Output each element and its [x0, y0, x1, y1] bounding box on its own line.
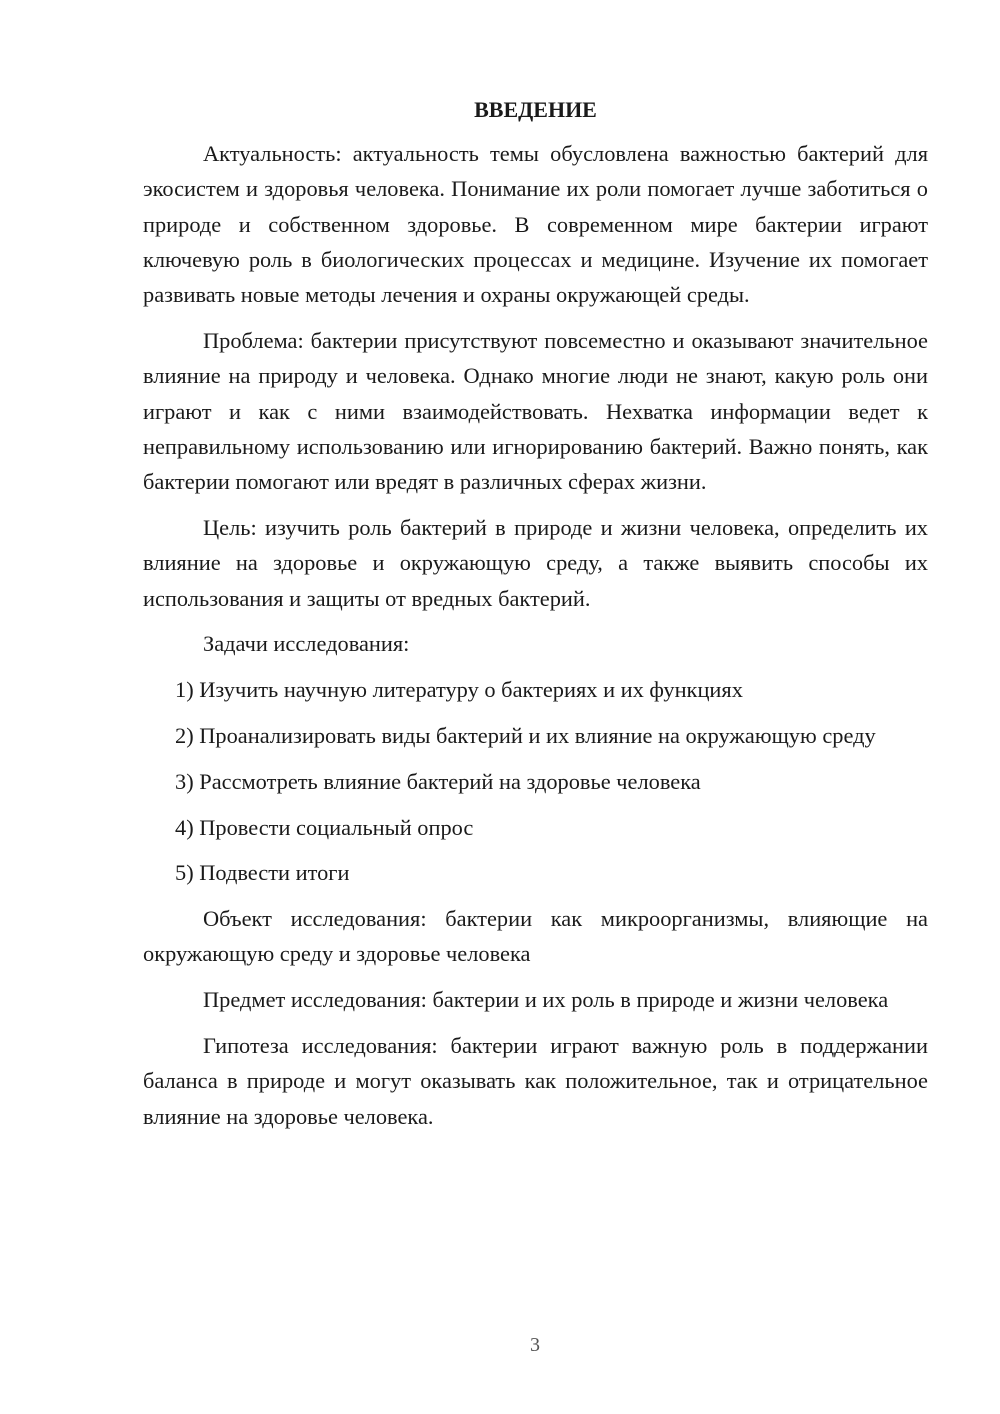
- task-item: 5) Подвести итоги: [175, 860, 350, 886]
- document-page: [143, 92, 928, 1144]
- paragraph-object: Объект исследования: бактерии как микроорганизмы, влияющие на окружающую среду и здоровье человека: [143, 906, 928, 967]
- paragraph-hypothesis: Гипотеза исследования: бактерии играют важную роль в поддержании баланса в природе и могут оказывать как положительное, так и отрицательное влияние на здоровье человека.: [143, 1033, 928, 1129]
- page-number: 3: [530, 1334, 540, 1356]
- paragraph-relevance: Актуальность: актуальность темы обусловлена важностью бактерий для экосистем и здоровья человека. Понимание их роли помогает лучше заботиться о природе и собственном здоровье. В современном мире бактерии играют ключевую роль в биологических процессах и медицине. Изучение их помогает развивать новые методы лечения и охраны окружающей среды.: [143, 141, 928, 308]
- section-title: ВВЕДЕНИЕ: [474, 97, 597, 122]
- task-item: 2) Проанализировать виды бактерий и их влияние на окружающую среду: [175, 722, 876, 748]
- tasks-heading: Задачи исследования:: [203, 631, 410, 657]
- paragraph-goal: Цель: изучить роль бактерий в природе и жизни человека, определить их влияние на здоровье и окружающую среду, а также выявить способы их использования и защиты от вредных бактерий.: [143, 514, 928, 611]
- task-item: 1) Изучить научную литературу о бактериях и их функциях: [175, 677, 743, 703]
- paragraph-subject: Предмет исследования: бактерии и их роль в природе и жизни человека: [203, 987, 889, 1013]
- paragraph-problem: Проблема: бактерии присутствуют повсеместно и оказывают значительное влияние на природу и человека. Однако многие люди не знают, какую роль они играют и как с ними взаимодействовать. Нехватка информации ведет к неправильному использованию или игнорированию бактерий. Важно понять, как бактерии помогают или вредят в различных сферах жизни.: [143, 327, 928, 495]
- task-item: 3) Рассмотреть влияние бактерий на здоровье человека: [175, 768, 701, 794]
- task-item: 4) Провести социальный опрос: [175, 814, 474, 840]
